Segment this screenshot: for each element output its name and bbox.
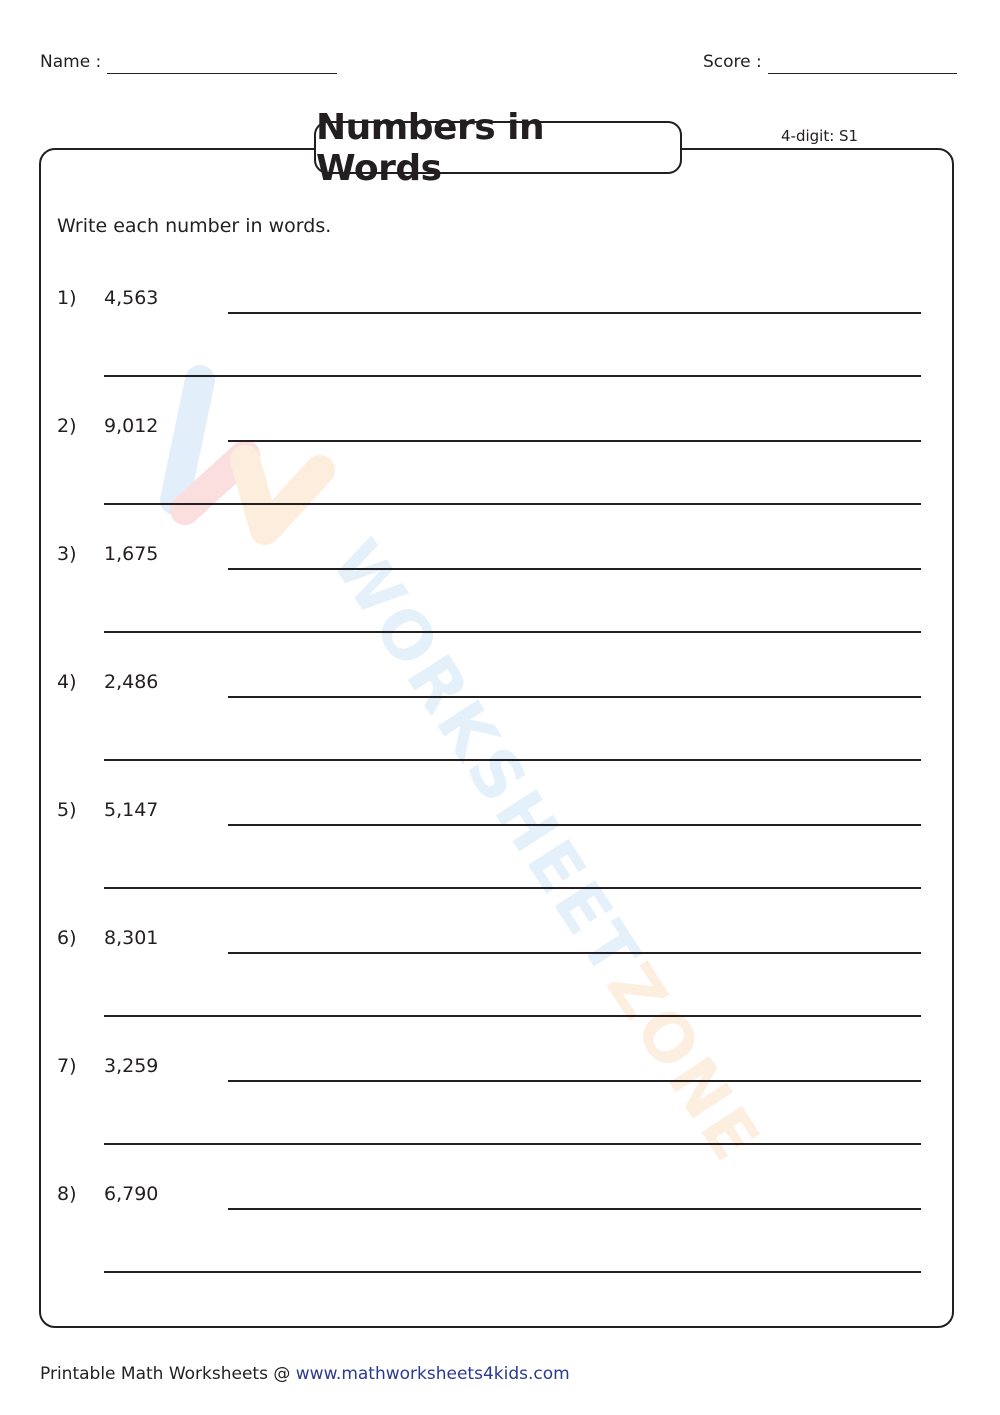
problem-number: 8): [57, 1183, 77, 1205]
score-label: Score :: [703, 52, 762, 72]
footer-text: Printable Math Worksheets @: [40, 1364, 296, 1384]
problem-number: 2): [57, 415, 77, 437]
name-label: Name :: [40, 52, 102, 72]
answer-line[interactable]: [104, 887, 921, 889]
title-box: [314, 106, 682, 189]
problem-item: [0, 543, 1000, 633]
problem-number: 5): [57, 799, 77, 821]
answer-line[interactable]: [228, 696, 921, 698]
problem-value: 9,012: [104, 415, 159, 437]
answer-line[interactable]: [104, 631, 921, 633]
problem-item: [0, 415, 1000, 505]
problem-item: [0, 671, 1000, 761]
answer-line[interactable]: [104, 1271, 921, 1273]
problem-item: [0, 1183, 1000, 1273]
answer-line[interactable]: [228, 824, 921, 826]
problem-number: 6): [57, 927, 77, 949]
problem-value: 8,301: [104, 927, 159, 949]
footer: [40, 1364, 570, 1384]
problem-value: 1,675: [104, 543, 159, 565]
name-field[interactable]: [107, 73, 337, 74]
score-field[interactable]: [768, 73, 957, 74]
watermark-text: WORKSHEETZONE: [316, 526, 777, 1177]
problem-item: [0, 287, 1000, 377]
answer-line[interactable]: [104, 759, 921, 761]
answer-line[interactable]: [228, 440, 921, 442]
answer-line[interactable]: [228, 1080, 921, 1082]
answer-line[interactable]: [104, 503, 921, 505]
answer-line[interactable]: [104, 1015, 921, 1017]
problem-number: 7): [57, 1055, 77, 1077]
problem-item: [0, 927, 1000, 1017]
problem-number: 3): [57, 543, 77, 565]
problem-number: 1): [57, 287, 77, 309]
problem-item: [0, 1055, 1000, 1145]
instruction-text: Write each number in words.: [57, 215, 332, 237]
problem-item: [0, 799, 1000, 889]
page-title: Numbers in Words: [316, 106, 545, 189]
answer-line[interactable]: [228, 568, 921, 570]
level-label: 4-digit: S1: [781, 127, 859, 145]
answer-line[interactable]: [104, 375, 921, 377]
problem-value: 4,563: [104, 287, 159, 309]
problem-value: 6,790: [104, 1183, 159, 1205]
answer-line[interactable]: [228, 312, 921, 314]
problem-value: 3,259: [104, 1055, 159, 1077]
problem-number: 4): [57, 671, 77, 693]
answer-line[interactable]: [228, 952, 921, 954]
footer-link[interactable]: www.mathworksheets4kids.com: [295, 1364, 570, 1384]
problem-value: 2,486: [104, 671, 159, 693]
answer-line[interactable]: [104, 1143, 921, 1145]
problem-value: 5,147: [104, 799, 159, 821]
answer-line[interactable]: [228, 1208, 921, 1210]
